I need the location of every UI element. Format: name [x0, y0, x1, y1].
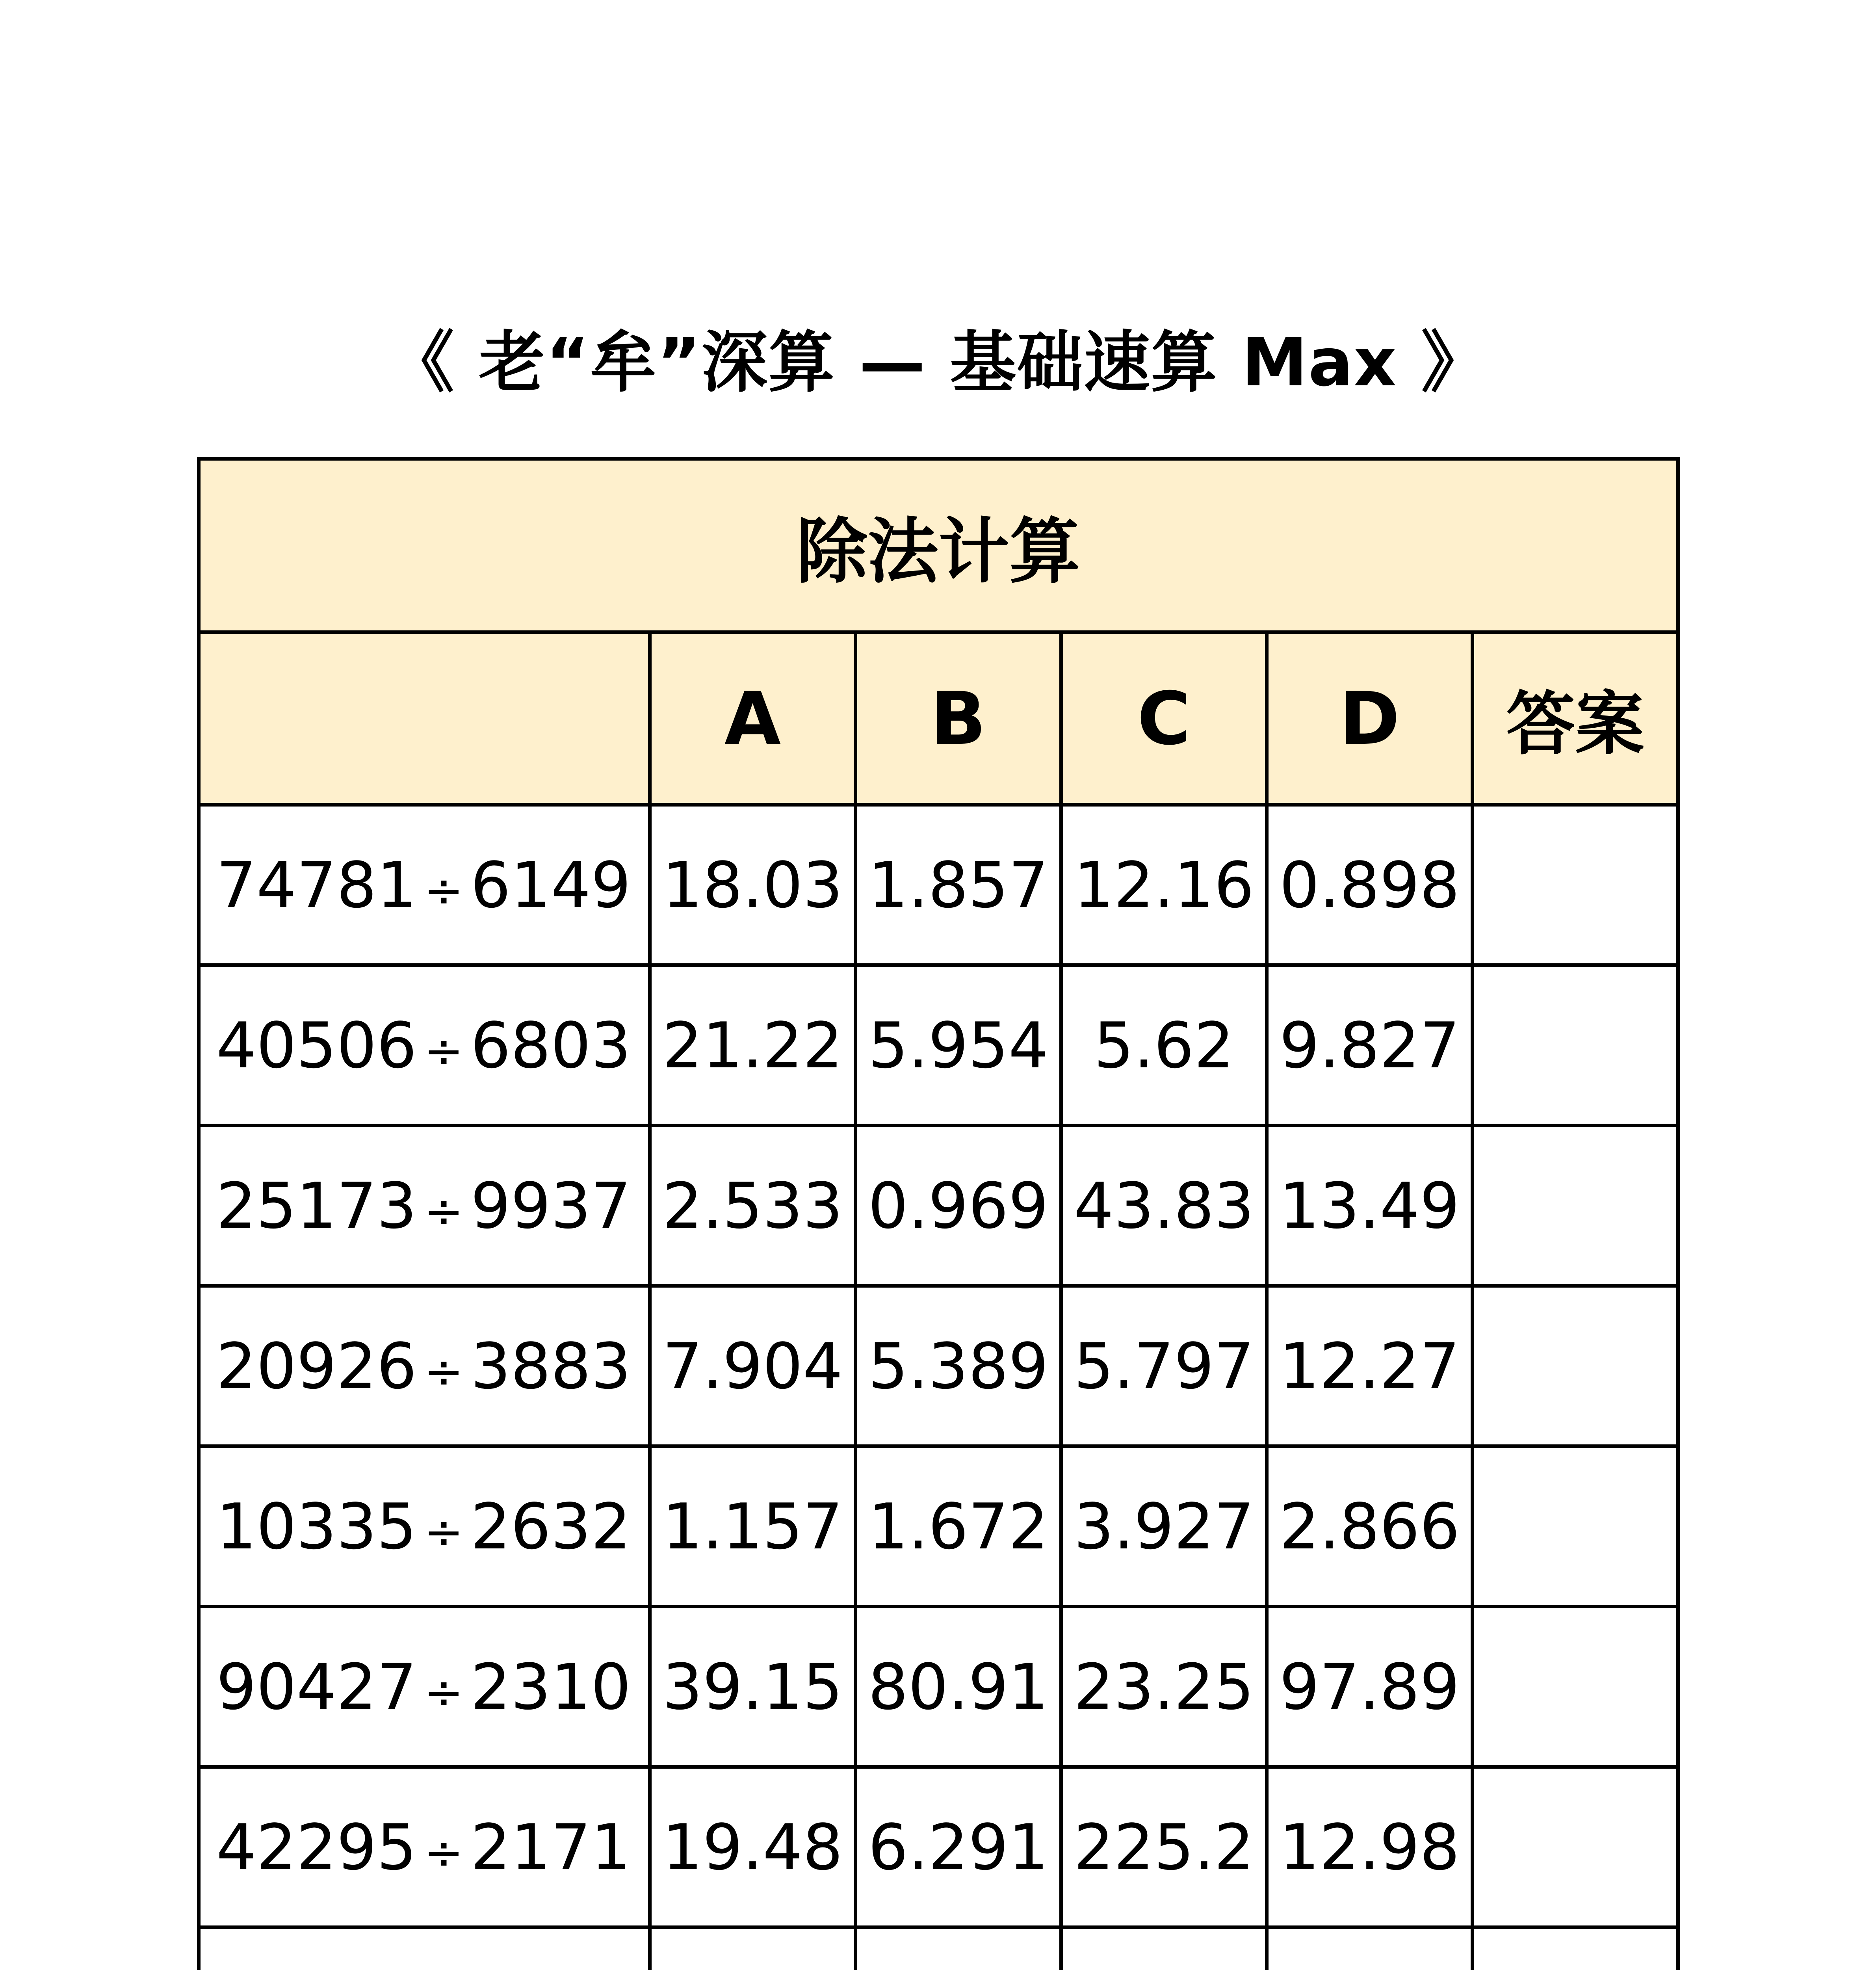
dividend: 25173 [216, 1169, 417, 1243]
column-header-b: B [856, 632, 1061, 805]
option-d: 12.98 [1267, 1767, 1473, 1927]
answer-value[interactable] [1474, 807, 1676, 963]
divisor: 6803 [470, 1008, 631, 1082]
column-header-a: A [650, 632, 856, 805]
option-d: 13.49 [1267, 1126, 1473, 1286]
option-a: 21.22 [650, 965, 856, 1126]
option-a: 18.03 [650, 805, 856, 965]
column-header-row [199, 632, 1678, 805]
division-sign: ÷ [423, 1665, 464, 1720]
option-a: 7.904 [650, 1286, 856, 1446]
division-sign: ÷ [423, 863, 464, 918]
division-worksheet-table [197, 457, 1680, 1970]
option-b: 80.91 [856, 1607, 1061, 1767]
division-problem [199, 805, 650, 965]
dividend: 74781 [216, 848, 417, 922]
dividend: 40506 [216, 1008, 417, 1082]
division-sign: ÷ [423, 1505, 464, 1560]
option-d: 2.866 [1267, 1446, 1473, 1607]
option-b: 1.672 [856, 1446, 1061, 1607]
problem-row [199, 1126, 1678, 1286]
option-c: 43.83 [1061, 1126, 1267, 1286]
problem-row [199, 1607, 1678, 1767]
problem-row [199, 1927, 1678, 1970]
problem-row [199, 805, 1678, 965]
division-problem [199, 1286, 650, 1446]
division-problem [199, 1446, 650, 1607]
column-header-answer: 答案 [1473, 632, 1678, 805]
answer-cell[interactable] [1473, 1767, 1678, 1927]
option-c: 23.25 [1061, 1607, 1267, 1767]
answer-value[interactable] [1474, 1288, 1676, 1444]
problem-row [199, 1767, 1678, 1927]
option-c: 5.797 [1061, 1286, 1267, 1446]
division-problem [199, 1927, 650, 1970]
divisor: 3883 [470, 1329, 631, 1403]
answer-cell[interactable] [1473, 1607, 1678, 1767]
option-d: 97.89 [1267, 1607, 1473, 1767]
divisor: 6149 [470, 848, 631, 922]
option-b: 5.389 [856, 1286, 1061, 1446]
divisor: 2632 [470, 1489, 631, 1563]
answer-cell[interactable] [1473, 1286, 1678, 1446]
dividend: 10335 [216, 1489, 417, 1563]
option-c: 3.927 [1061, 1446, 1267, 1607]
option-c: 225.2 [1061, 1767, 1267, 1927]
column-header-blank [199, 632, 650, 805]
answer-value[interactable] [1474, 1769, 1676, 1925]
divisor: 2171 [470, 1810, 631, 1884]
answer-cell[interactable] [1473, 965, 1678, 1126]
divisor: 9937 [470, 1169, 631, 1243]
option-a: 19.48 [650, 1767, 856, 1927]
column-header-c: C [1061, 632, 1267, 805]
answer-cell[interactable] [1473, 805, 1678, 965]
option-c: 12.16 [1061, 805, 1267, 965]
answer-value[interactable] [1474, 1929, 1676, 1970]
option-a [650, 1927, 856, 1970]
division-problem [199, 1607, 650, 1767]
option-b: 5.954 [856, 965, 1061, 1126]
divisor: 2310 [470, 1650, 631, 1724]
dividend: 90427 [216, 1650, 417, 1724]
division-sign: ÷ [423, 1344, 464, 1399]
answer-value[interactable] [1474, 967, 1676, 1124]
answer-value[interactable] [1474, 1608, 1676, 1765]
option-b: 1.857 [856, 805, 1061, 965]
division-problem [199, 1126, 650, 1286]
section-title: 除法计算 [199, 459, 1678, 632]
dividend: 20926 [216, 1329, 417, 1403]
answer-cell[interactable] [1473, 1126, 1678, 1286]
problem-row [199, 965, 1678, 1126]
option-d: 12.27 [1267, 1286, 1473, 1446]
division-sign: ÷ [423, 1024, 464, 1079]
problem-row [199, 1446, 1678, 1607]
answer-value[interactable] [1474, 1448, 1676, 1605]
column-header-d: D [1267, 632, 1473, 805]
option-d [1267, 1927, 1473, 1970]
option-c [1061, 1927, 1267, 1970]
division-sign: ÷ [423, 1184, 464, 1239]
option-d: 9.827 [1267, 965, 1473, 1126]
problem-row [199, 1286, 1678, 1446]
option-b: 6.291 [856, 1767, 1061, 1927]
answer-value[interactable] [1474, 1127, 1676, 1284]
section-title-row [199, 459, 1678, 632]
division-problem [199, 1767, 650, 1927]
division-sign: ÷ [423, 1825, 464, 1881]
option-c: 5.62 [1061, 965, 1267, 1126]
dividend: 42295 [216, 1810, 417, 1884]
option-d: 0.898 [1267, 805, 1473, 965]
division-problem [199, 965, 650, 1126]
option-a: 39.15 [650, 1607, 856, 1767]
option-b [856, 1927, 1061, 1970]
option-a: 2.533 [650, 1126, 856, 1286]
answer-cell[interactable] [1473, 1446, 1678, 1607]
answer-cell[interactable] [1473, 1927, 1678, 1970]
option-b: 0.969 [856, 1126, 1061, 1286]
option-a: 1.157 [650, 1446, 856, 1607]
page-title: 《 老“牟”深算 — 基础速算 Max 》 [388, 324, 1488, 401]
